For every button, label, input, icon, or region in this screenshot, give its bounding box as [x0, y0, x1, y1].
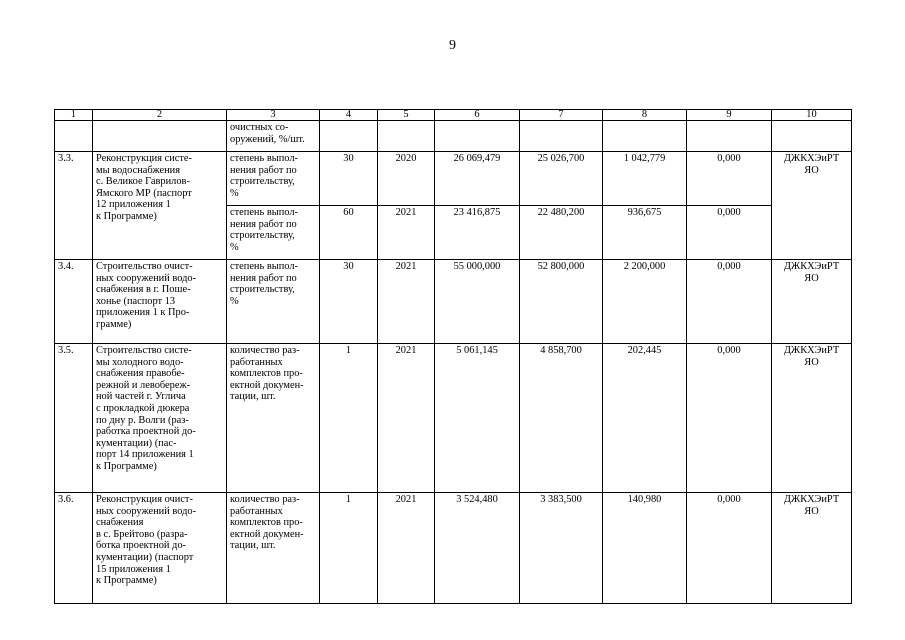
amount-cell: 2 200,000: [603, 260, 687, 344]
amount-cell: 52 800,000: [520, 260, 603, 344]
indicator-cell: степень выпол- нения работ по строительству, %: [227, 152, 320, 206]
page-number: 9: [449, 38, 456, 53]
total-cell: 26 069,479: [435, 152, 520, 206]
table-row-continuation: [55, 121, 852, 152]
responsible-org: ДЖКХЭиРТ ЯО: [772, 260, 852, 344]
table-row: [55, 260, 852, 344]
indicator-cell: степень выпол- нения работ по строительству, %: [227, 260, 320, 344]
amount-cell: 0,000: [687, 260, 772, 344]
year-cell: 2021: [378, 493, 435, 604]
responsible-org: ДЖКХЭиРТ ЯО: [772, 493, 852, 604]
amount-cell: 936,675: [603, 206, 687, 260]
indicator-value: 1: [320, 344, 378, 493]
amount-cell: 1 042,779: [603, 152, 687, 206]
amount-cell: 4 858,700: [520, 344, 603, 493]
total-cell: 3 524,480: [435, 493, 520, 604]
indicator-value: 1: [320, 493, 378, 604]
row-number: 3.3.: [55, 152, 93, 260]
responsible-org: ДЖКХЭиРТ ЯО: [772, 344, 852, 493]
amount-cell: 0,000: [687, 152, 772, 206]
header-cell: 2: [93, 110, 227, 121]
measure-name: Строительство систе- мы холодного водо- снабжения правобе- режной и левобереж- ной частей г. Углича с прокладкой дюкера по дну р. Волги (раз- работка проектной до- кументации) (пас- порт 14 приложения 1 к Программе): [93, 344, 227, 493]
table-row: [55, 493, 852, 604]
header-cell: 6: [435, 110, 520, 121]
header-cell: 5: [378, 110, 435, 121]
row-number: 3.5.: [55, 344, 93, 493]
indicator-value: 30: [320, 260, 378, 344]
table-header-row: [55, 110, 852, 121]
total-cell: 55 000,000: [435, 260, 520, 344]
header-cell: 3: [227, 110, 320, 121]
amount-cell: 140,980: [603, 493, 687, 604]
amount-cell: 25 026,700: [520, 152, 603, 206]
total-cell: 23 416,875: [435, 206, 520, 260]
year-cell: 2020: [378, 152, 435, 206]
year-cell: 2021: [378, 260, 435, 344]
program-table: [54, 109, 852, 604]
indicator-cell: количество раз- работанных комплектов про- ектной докумен- тации, шт.: [227, 493, 320, 604]
header-cell: 1: [55, 110, 93, 121]
header-cell: 9: [687, 110, 772, 121]
indicator-value: 60: [320, 206, 378, 260]
measure-name: Реконструкция систе- мы водоснабжения с. Великое Гаврилов- Ямского МР (паспорт 12 приложения 1 к Программе): [93, 152, 227, 260]
header-cell: 8: [603, 110, 687, 121]
table-row: [55, 344, 852, 493]
amount-cell: 3 383,500: [520, 493, 603, 604]
table-row: [55, 152, 852, 206]
responsible-org: ДЖКХЭиРТ ЯО: [772, 152, 852, 260]
amount-cell: 0,000: [687, 344, 772, 493]
header-cell: 4: [320, 110, 378, 121]
year-cell: 2021: [378, 344, 435, 493]
indicator-cell: количество раз- работанных комплектов про- ектной докумен- тации, шт.: [227, 344, 320, 493]
measure-name: Строительство очист- ных сооружений водо- снабжения в г. Поше- хонье (паспорт 13 приложения 1 к Про- грамме): [93, 260, 227, 344]
indicator-cell: очистных со- оружений, %/шт.: [227, 121, 320, 152]
amount-cell: 22 480,200: [520, 206, 603, 260]
indicator-cell: степень выпол- нения работ по строительству, %: [227, 206, 320, 260]
amount-cell: 202,445: [603, 344, 687, 493]
amount-cell: 0,000: [687, 206, 772, 260]
row-number: 3.4.: [55, 260, 93, 344]
total-cell: 5 061,145: [435, 344, 520, 493]
header-cell: 7: [520, 110, 603, 121]
amount-cell: 0,000: [687, 493, 772, 604]
header-cell: 10: [772, 110, 852, 121]
row-number: 3.6.: [55, 493, 93, 604]
year-cell: 2021: [378, 206, 435, 260]
indicator-value: 30: [320, 152, 378, 206]
measure-name: Реконструкция очист- ных сооружений водо- снабжения в с. Брейтово (разра- ботка проектной до- кументации) (паспорт 15 приложения 1 к Программе): [93, 493, 227, 604]
